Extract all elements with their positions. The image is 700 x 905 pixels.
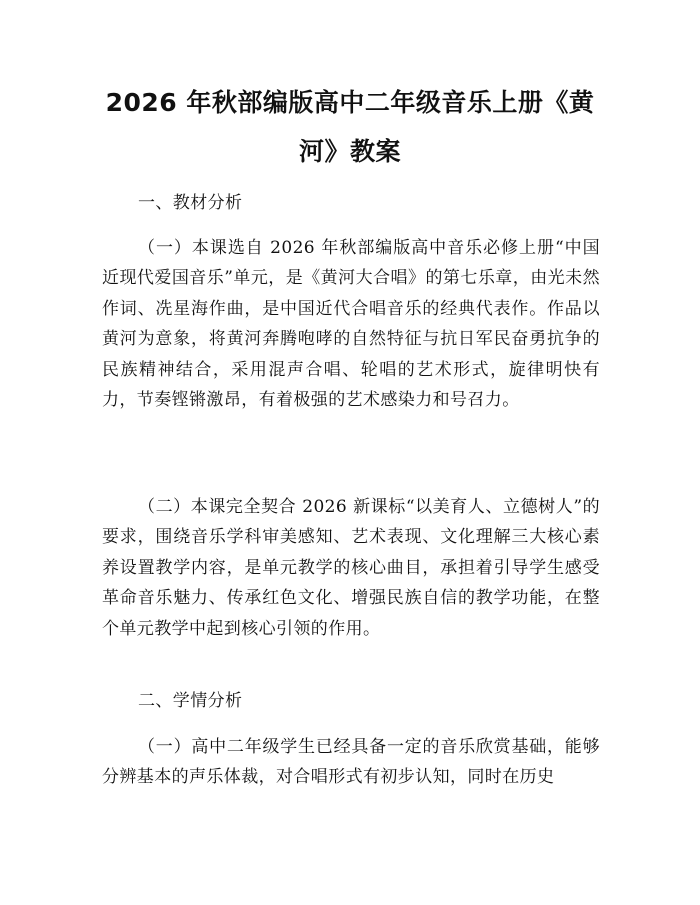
document-title (100, 78, 600, 176)
title-line-2: 河》教案 (298, 137, 401, 166)
paragraph-text: （二）本课完全契合 2026 新课标“以美育人、立德树人”的要求，围绕音乐学科审美感知、艺术表现、文化理解三大核心素养设置教学内容，是单元教学的核心曲目，承担着引导学生感受革命音乐魅力、传承红色文化、增强民族自信的教学功能，在整个单元教学中起到核心引领的作用。 (102, 497, 600, 639)
section-materials-paragraph-1 (102, 233, 600, 415)
paragraph-text: （一）高中二年级学生已经具备一定的音乐欣赏基础，能够分辨基本的声乐体裁，对合唱形式有初步认知，同时在历史 (102, 737, 600, 788)
title-line-1: 2026 年秋部编版高中二年级音乐上册《黄 (105, 88, 595, 117)
section-heading-materials: 一、教材分析 (138, 193, 243, 213)
section-heading-students: 二、学情分析 (138, 691, 243, 711)
paragraph-text: （一）本课选自 2026 年秋部编版高中音乐必修上册“中国近现代爱国音乐”单元，是《黄河大合唱》的第七乐章，由光未然作词、冼星海作曲，是中国近代合唱音乐的经典代表作。作品以黄河为意象，将黄河奔腾咆哮的自然特征与抗日军民奋勇抗争的民族精神结合，采用混声合唱、轮唱的艺术形式，旋律明快有力，节奏铿锵激昂，有着极强的艺术感染力和号召力。 (102, 238, 600, 411)
section-materials-paragraph-2 (102, 492, 600, 644)
section-students-paragraph-1 (102, 732, 600, 793)
